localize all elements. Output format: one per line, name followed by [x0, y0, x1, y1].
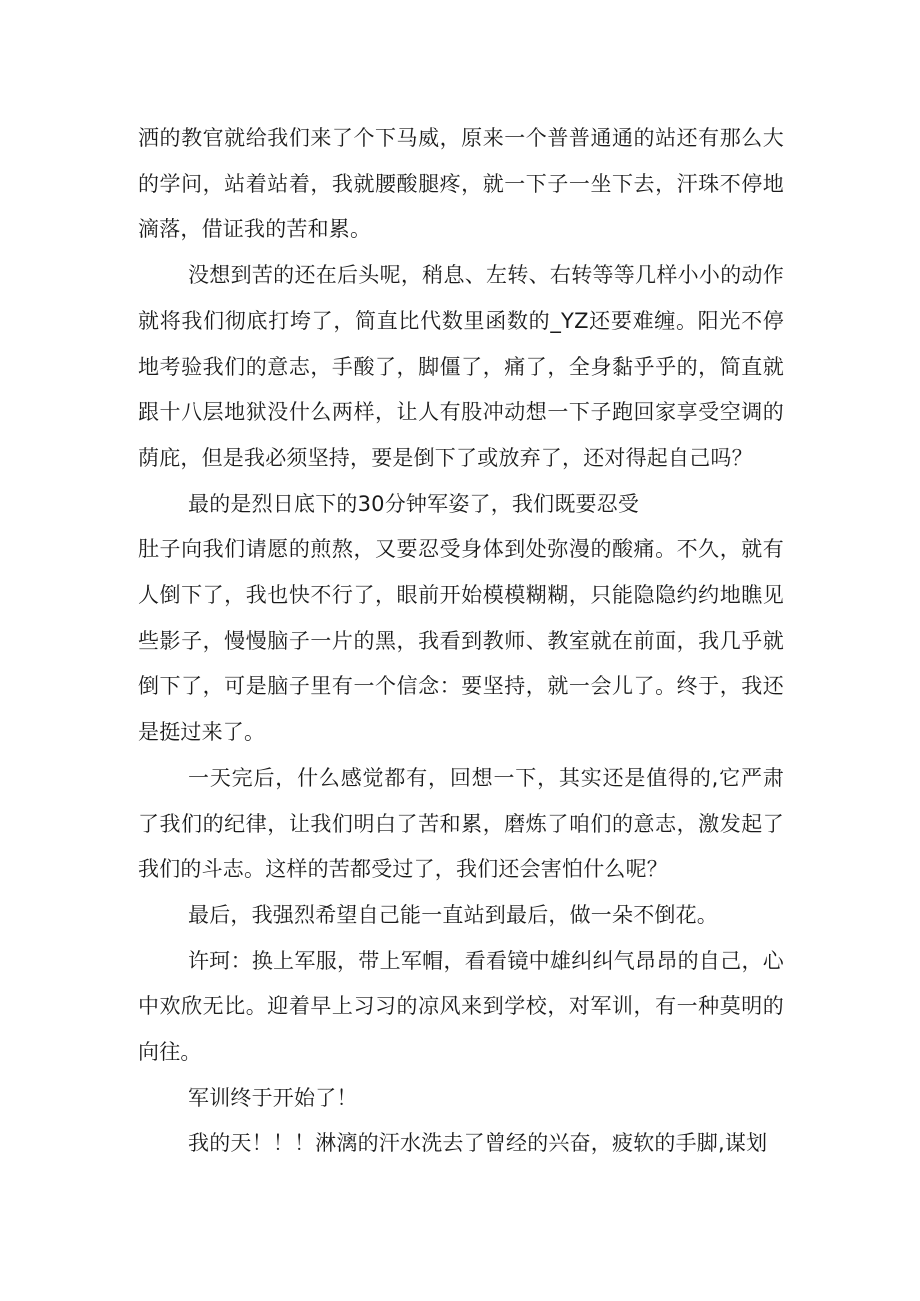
- paragraph-6: 最后，我强烈希望自己能一直站到最后，做一朵不倒花。: [188, 902, 718, 927]
- paragraph-2: 没想到苦的还在后头呢，稍息、左转、右转等等几样小小的动作就将我们彻底打垮了，简直比代数里函数的_YZ还要难缠。阳光不停地考验我们的意志，手酸了，脚僵了，痛了，全身黏乎乎的，简直就跟十八层地狱没什么两样，让人有股冲动想一下子跑回家享受空调的荫庇，但是我必须坚持，要是倒下了或放弃了，还对得起自己吗？: [138, 263, 784, 470]
- paragraph-9: 我的天！！！淋漓的汗水洗去了曾经的兴奋，疲软的手脚,谋划: [188, 1131, 768, 1156]
- document-body: [138, 116, 784, 1167]
- paragraph-4: 肚子向我们请愿的煎熬，又要忍受身体到处弥漫的酸痛。不久，就有人倒下了，我也快不行了，眼前开始模模糊糊，只能隐隐约约地瞧见些影子，慢慢脑子一片的黑，我看到教师、教室就在前面，我几乎就倒下了，可是脑子里有一个信念：要坚持，就一会儿了。终于，我还是挺过来了。: [138, 537, 784, 745]
- paragraph-8: 军训终于开始了！: [188, 1085, 358, 1110]
- paragraph-3: 最的是烈日底下的30分钟军姿了，我们既要忍受: [188, 491, 640, 516]
- paragraph-1: 洒的教官就给我们来了个下马威，原来一个普普通通的站还有那么大的学问，站着站着，我就腰酸腿疼，就一下子一坐下去，汗珠不停地滴落，借证我的苦和累。: [138, 126, 784, 242]
- paragraph-7: 许珂：换上军服，带上军帽，看看镜中雄纠纠气昂昂的自己，心中欢欣无比。迎着早上习习的凉风来到学校，对军训，有一种莫明的向往。: [138, 948, 784, 1065]
- paragraph-5: 一天完后，什么感觉都有，回想一下，其实还是值得的,它严肃了我们的纪律，让我们明白了苦和累，磨炼了咱们的意志，激发起了我们的斗志。这样的苦都受过了，我们还会害怕什么呢？: [138, 765, 784, 882]
